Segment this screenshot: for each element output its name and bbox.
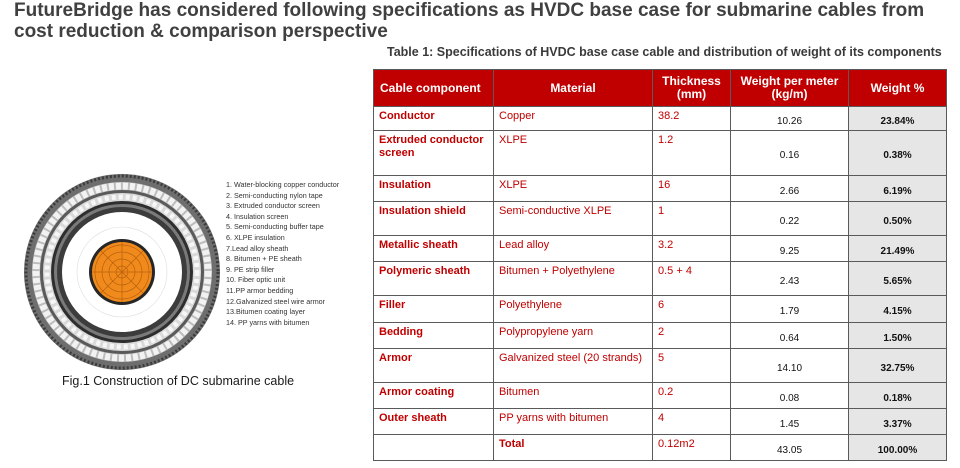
cell-weight: 43.05 <box>731 435 849 461</box>
legend-item: 3. Extruded conductor screen <box>226 201 320 211</box>
cell-weight: 0.16 <box>731 131 849 176</box>
table-row <box>374 296 947 323</box>
cell-component: Extruded conductor screen <box>374 131 494 176</box>
table-row <box>374 323 947 349</box>
legend-item: 10. Fiber optic unit <box>226 275 286 285</box>
cell-thickness: 16 <box>653 176 731 202</box>
cell-material: Galvanized steel (20 strands) <box>494 349 653 383</box>
cable-cross-section-diagram <box>22 172 222 372</box>
table-row <box>374 202 947 236</box>
table-caption: Table 1: Specifications of HVDC base case cable and distribution of weight of its components <box>387 45 942 59</box>
cell-weight: 9.25 <box>731 236 849 262</box>
cell-component: Armor coating <box>374 383 494 409</box>
cell-component: Armor <box>374 349 494 383</box>
cell-percent: 5.65% <box>849 262 947 296</box>
cell-weight: 2.66 <box>731 176 849 202</box>
table-row <box>374 262 947 296</box>
table-total-row <box>374 435 947 461</box>
legend-item: 12.Galvanized steel wire armor <box>226 296 326 306</box>
cell-percent: 6.19% <box>849 176 947 202</box>
cell-weight: 2.43 <box>731 262 849 296</box>
legend-item: 9. PE strip filler <box>226 264 275 274</box>
cell-thickness: 3.2 <box>653 236 731 262</box>
cell-thickness: 6 <box>653 296 731 323</box>
table-row <box>374 409 947 435</box>
cell-material: Polyethylene <box>494 296 653 323</box>
cell-component: Insulation shield <box>374 202 494 236</box>
cell-material: XLPE <box>494 176 653 202</box>
header-thickness: Thickness (mm) <box>653 70 731 107</box>
legend-item: 7.Lead alloy sheath <box>226 243 289 253</box>
cell-total-label: Total <box>494 435 653 461</box>
table-header-row <box>374 70 947 107</box>
legend-item: 13.Bitumen coating layer <box>226 307 306 317</box>
cell-thickness: 5 <box>653 349 731 383</box>
cell-thickness: 1 <box>653 202 731 236</box>
legend-item: 14. PP yarns with bitumen <box>226 317 310 327</box>
cell-percent: 0.38% <box>849 131 947 176</box>
figure-caption: Fig.1 Construction of DC submarine cable <box>62 374 295 388</box>
cell-component: Polymeric sheath <box>374 262 494 296</box>
cell-material: Bitumen + Polyethylene <box>494 262 653 296</box>
cell-material: Bitumen <box>494 383 653 409</box>
cell-material: XLPE <box>494 131 653 176</box>
cell-percent: 100.00% <box>849 435 947 461</box>
cell-thickness: 1.2 <box>653 131 731 176</box>
header-percent: Weight % <box>849 70 947 107</box>
page-title: FutureBridge has considered following specifications as HVDC base case for submarine cables from cost reduction & comparison perspective <box>14 0 925 42</box>
cell-percent: 23.84% <box>849 107 947 131</box>
cell-material: Copper <box>494 107 653 131</box>
cell-percent: 32.75% <box>849 349 947 383</box>
table-row <box>374 107 947 131</box>
legend-item: 5. Semi-conducting buffer tape <box>226 222 324 232</box>
cell-percent: 0.18% <box>849 383 947 409</box>
cell-component: Outer sheath <box>374 409 494 435</box>
table-row <box>374 349 947 383</box>
cell-component: Bedding <box>374 323 494 349</box>
legend-item: 4. Insulation screen <box>226 211 289 221</box>
cell-thickness: 38.2 <box>653 107 731 131</box>
legend-item: 2. Semi-conducting nylon tape <box>226 190 323 200</box>
cell-weight: 10.26 <box>731 107 849 131</box>
table-row <box>374 236 947 262</box>
legend-item: 11.PP armor bedding <box>226 285 294 295</box>
cell-thickness: 4 <box>653 409 731 435</box>
cell-thickness: 0.12m2 <box>653 435 731 461</box>
cable-figure <box>0 160 370 400</box>
legend-item: 1. Water-blocking copper conductor <box>226 180 340 189</box>
cell-weight: 14.10 <box>731 349 849 383</box>
cell-weight: 1.45 <box>731 409 849 435</box>
specifications-table <box>373 69 947 461</box>
cell-material: PP yarns with bitumen <box>494 409 653 435</box>
table-row <box>374 176 947 202</box>
table-row <box>374 131 947 176</box>
cell-component: Insulation <box>374 176 494 202</box>
cell-percent: 0.50% <box>849 202 947 236</box>
cell-component: Filler <box>374 296 494 323</box>
cell-material: Lead alloy <box>494 236 653 262</box>
cell-weight: 0.08 <box>731 383 849 409</box>
cell-weight: 0.64 <box>731 323 849 349</box>
cell-component <box>374 435 494 461</box>
cell-component: Conductor <box>374 107 494 131</box>
cell-weight: 1.79 <box>731 296 849 323</box>
header-weight: Weight per meter (kg/m) <box>731 70 849 107</box>
table-row <box>374 383 947 409</box>
cell-thickness: 0.2 <box>653 383 731 409</box>
cell-material: Polypropylene yarn <box>494 323 653 349</box>
cell-component: Metallic sheath <box>374 236 494 262</box>
cell-percent: 3.37% <box>849 409 947 435</box>
header-component: Cable component <box>374 70 494 107</box>
legend-item: 8. Bitumen + PE sheath <box>226 254 302 264</box>
cell-weight: 0.22 <box>731 202 849 236</box>
cable-layer-legend <box>226 180 366 328</box>
legend-item: 6. XLPE insulation <box>226 232 285 242</box>
header-material: Material <box>494 70 653 107</box>
cell-thickness: 0.5 + 4 <box>653 262 731 296</box>
cell-percent: 1.50% <box>849 323 947 349</box>
cell-thickness: 2 <box>653 323 731 349</box>
cell-material: Semi-conductive XLPE <box>494 202 653 236</box>
cell-percent: 21.49% <box>849 236 947 262</box>
cell-percent: 4.15% <box>849 296 947 323</box>
